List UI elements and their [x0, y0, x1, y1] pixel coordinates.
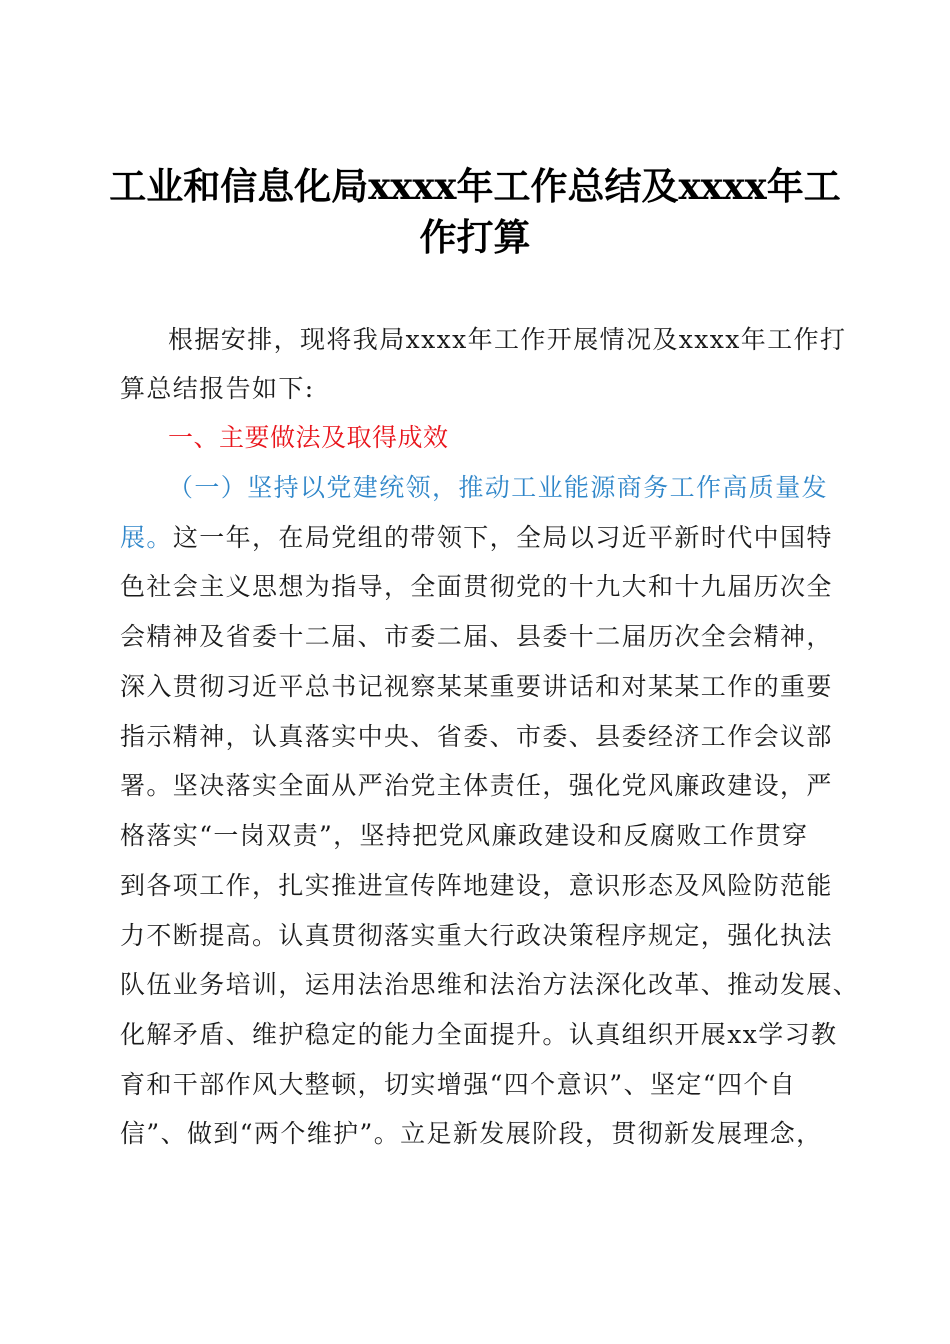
paragraph-line: 队伍业务培训，运用法治思维和法治方法深化改革、推动发展、 — [120, 970, 860, 999]
subheading-line: （一）坚持以党建统领，推动工业能源商务工作高质量发 — [168, 473, 829, 502]
paragraph-line: 署。坚决落实全面从严治党主体责任，强化党风廉政建设，严 — [120, 771, 833, 800]
intro-line-2: 算总结报告如下: — [120, 374, 315, 403]
document-title-line-2: 作打算 — [419, 215, 531, 259]
paragraph-first-line — [120, 521, 832, 555]
paragraph-text-start: 这一年，在局党组的带领下，全局以习近平新时代中国特 — [172, 523, 833, 552]
paragraph-line: 会精神及省委十二届、市委二届、县委十二届历次全会精神， — [120, 622, 833, 651]
paragraph-line: 化解矛盾、维护稳定的能力全面提升。认真组织开展xx学习教 — [120, 1020, 838, 1049]
paragraph-line: 深入贯彻习近平总书记视察某某重要讲话和对某某工作的重要 — [120, 672, 833, 701]
paragraph-line: 到各项工作，扎实推进宣传阵地建设，意识形态及风险防范能 — [120, 871, 833, 900]
paragraph-line: 信”、做到“两个维护”。立足新发展阶段，贯彻新发展理念， — [120, 1119, 823, 1148]
paragraph-line: 育和干部作风大整顿，切实增强“四个意识”、坚定“四个自 — [120, 1070, 797, 1099]
paragraph-line: 力不断提高。认真贯彻落实重大行政决策程序规定，强化执法 — [120, 921, 833, 950]
paragraph-line: 色社会主义思想为指导，全面贯彻党的十九大和十九届历次全 — [120, 572, 833, 601]
document-title-line-1: 工业和信息化局xxxx年工作总结及xxxx年工 — [109, 164, 841, 208]
intro-line-1: 根据安排，现将我局xxxx年工作开展情况及xxxx年工作打 — [168, 325, 847, 354]
paragraph-line: 指示精神，认真落实中央、省委、市委、县委经济工作会议部 — [120, 722, 833, 751]
subheading-tail: 展。 — [120, 523, 173, 552]
paragraph-line: 格落实“一岗双责”，坚持把党风廉政建设和反腐败工作贯穿 — [120, 821, 809, 850]
section-heading: 一、主要做法及取得成效 — [168, 423, 449, 452]
